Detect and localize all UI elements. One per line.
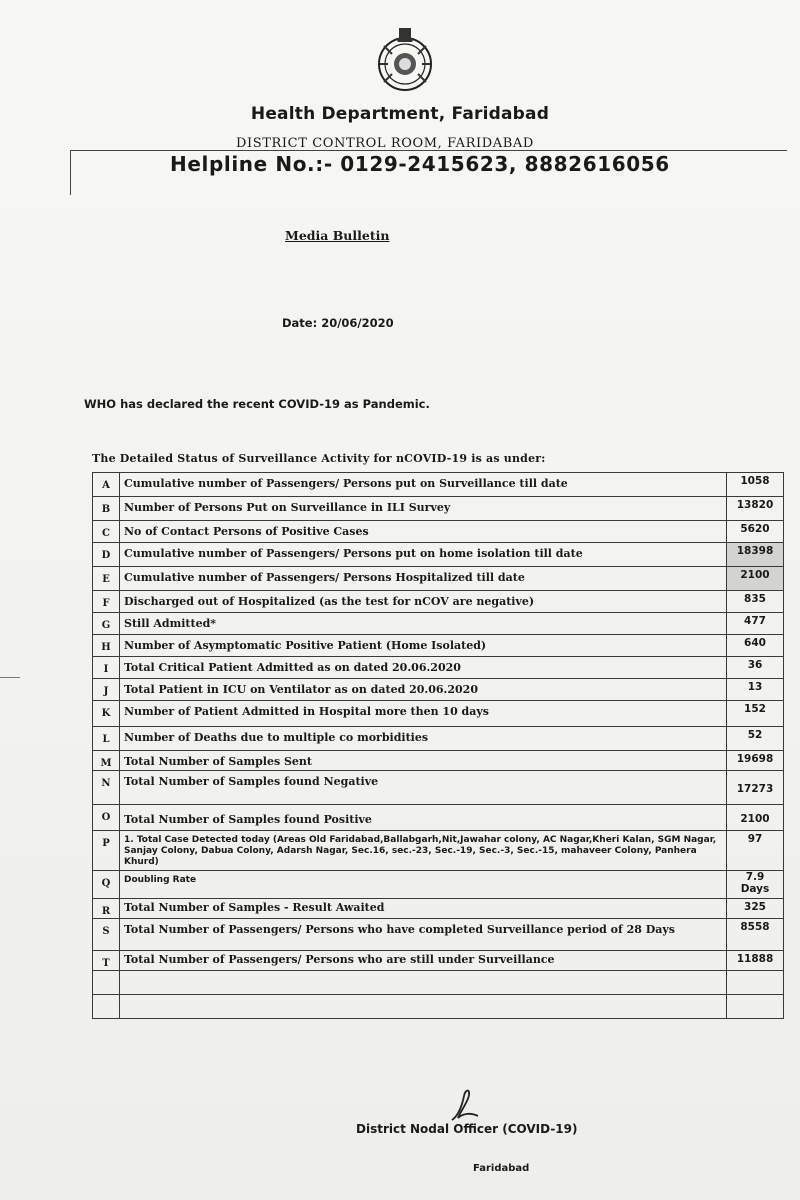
row-code: O	[93, 805, 120, 831]
row-description: Cumulative number of Passengers/ Persons Hospitalized till date	[120, 567, 727, 591]
table-row	[93, 521, 784, 543]
row-description: Total Number of Samples found Negative	[120, 771, 727, 805]
row-value: 13	[727, 679, 784, 701]
row-description: Doubling Rate	[120, 871, 727, 899]
row-description: Number of Patient Admitted in Hospital more then 10 days	[120, 701, 727, 727]
row-description: Discharged out of Hospitalized (as the test for nCOV are negative)	[120, 591, 727, 613]
row-code: G	[93, 613, 120, 635]
table-row-empty	[93, 971, 784, 995]
place-label: Faridabad	[473, 1163, 530, 1174]
table-row	[93, 899, 784, 919]
row-code: I	[93, 657, 120, 679]
row-description: Total Critical Patient Admitted as on dated 20.06.2020	[120, 657, 727, 679]
row-description: Total Number of Samples - Result Awaited	[120, 899, 727, 919]
table-row	[93, 635, 784, 657]
row-value: 1058	[727, 473, 784, 497]
row-value: 2100	[727, 567, 784, 591]
row-code: K	[93, 701, 120, 727]
row-code: H	[93, 635, 120, 657]
row-code: C	[93, 521, 120, 543]
table-row-empty	[93, 995, 784, 1019]
table-row	[93, 473, 784, 497]
row-code: S	[93, 919, 120, 951]
table-row	[93, 497, 784, 521]
row-description: No of Contact Persons of Positive Cases	[120, 521, 727, 543]
row-value: 7.9 Days	[727, 871, 784, 899]
government-emblem-icon	[370, 24, 440, 94]
row-value: 17273	[727, 771, 784, 805]
row-value: 11888	[727, 951, 784, 971]
table-row	[93, 727, 784, 751]
helpline-numbers: Helpline No.:- 0129-2415623, 8882616056	[170, 152, 670, 176]
table-row	[93, 701, 784, 727]
row-code: Q	[93, 871, 120, 899]
row-value: 477	[727, 613, 784, 635]
table-row	[93, 871, 784, 899]
row-code: M	[93, 751, 120, 771]
row-value: 152	[727, 701, 784, 727]
row-code: P	[93, 831, 120, 871]
row-description: Still Admitted*	[120, 613, 727, 635]
signature-mark	[448, 1086, 482, 1124]
row-code: N	[93, 771, 120, 805]
row-description: 1. Total Case Detected today (Areas Old Faridabad,Ballabgarh,Nit,Jawahar colony, AC Nagar,Kheri Kalan, SGM Nagar, Sanjay Colony, Dabua Colony, Adarsh Nagar, Sec.16, sec.-23, Sec.-19, Sec.-3, Sec.-15, mahaveer Colony, Panhera Khurd)	[120, 831, 727, 871]
row-code: E	[93, 567, 120, 591]
table-row	[93, 613, 784, 635]
row-value: 640	[727, 635, 784, 657]
row-description: Total Number of Samples found Positive	[120, 805, 727, 831]
table-row	[93, 751, 784, 771]
table-row	[93, 951, 784, 971]
row-value: 835	[727, 591, 784, 613]
control-room-label: DISTRICT CONTROL ROOM, FARIDABAD	[236, 136, 534, 151]
bulletin-date: Date: 20/06/2020	[282, 316, 394, 330]
row-description: Total Number of Passengers/ Persons who have completed Surveillance period of 28 Days	[120, 919, 727, 951]
row-value: 13820	[727, 497, 784, 521]
table-row	[93, 657, 784, 679]
row-code: D	[93, 543, 120, 567]
row-description: Number of Asymptomatic Positive Patient (Home Isolated)	[120, 635, 727, 657]
who-statement: WHO has declared the recent COVID-19 as Pandemic.	[84, 397, 430, 411]
row-description: Cumulative number of Passengers/ Persons put on Surveillance till date	[120, 473, 727, 497]
signatory-label: District Nodal Officer (COVID-19)	[356, 1122, 578, 1136]
table-row	[93, 591, 784, 613]
table-row	[93, 543, 784, 567]
row-value: 2100	[727, 805, 784, 831]
row-value: 36	[727, 657, 784, 679]
row-description: Cumulative number of Passengers/ Persons put on home isolation till date	[120, 543, 727, 567]
table-row	[93, 831, 784, 871]
row-value: 325	[727, 899, 784, 919]
row-code: L	[93, 727, 120, 751]
row-code: A	[93, 473, 120, 497]
table-row	[93, 919, 784, 951]
department-title: Health Department, Faridabad	[250, 104, 550, 124]
row-code: J	[93, 679, 120, 701]
row-value: 8558	[727, 919, 784, 951]
row-value: 52	[727, 727, 784, 751]
row-description: Number of Persons Put on Surveillance in ILI Survey	[120, 497, 727, 521]
table-row	[93, 805, 784, 831]
scan-artifact-line	[0, 677, 20, 678]
table-row	[93, 567, 784, 591]
row-code: B	[93, 497, 120, 521]
row-code: F	[93, 591, 120, 613]
bulletin-title: Media Bulletin	[285, 228, 390, 243]
table-heading: The Detailed Status of Surveillance Activity for nCOVID-19 is as under:	[92, 452, 546, 465]
table-row	[93, 771, 784, 805]
row-code: R	[93, 899, 120, 919]
row-description: Total Number of Samples Sent	[120, 751, 727, 771]
row-value: 5620	[727, 521, 784, 543]
row-description: Total Number of Passengers/ Persons who are still under Surveillance	[120, 951, 727, 971]
row-value: 97	[727, 831, 784, 871]
table-row	[93, 679, 784, 701]
row-description: Number of Deaths due to multiple co morbidities	[120, 727, 727, 751]
row-value: 19698	[727, 751, 784, 771]
row-value: 18398	[727, 543, 784, 567]
row-description: Total Patient in ICU on Ventilator as on dated 20.06.2020	[120, 679, 727, 701]
row-code: T	[93, 951, 120, 971]
surveillance-table	[92, 472, 784, 1019]
